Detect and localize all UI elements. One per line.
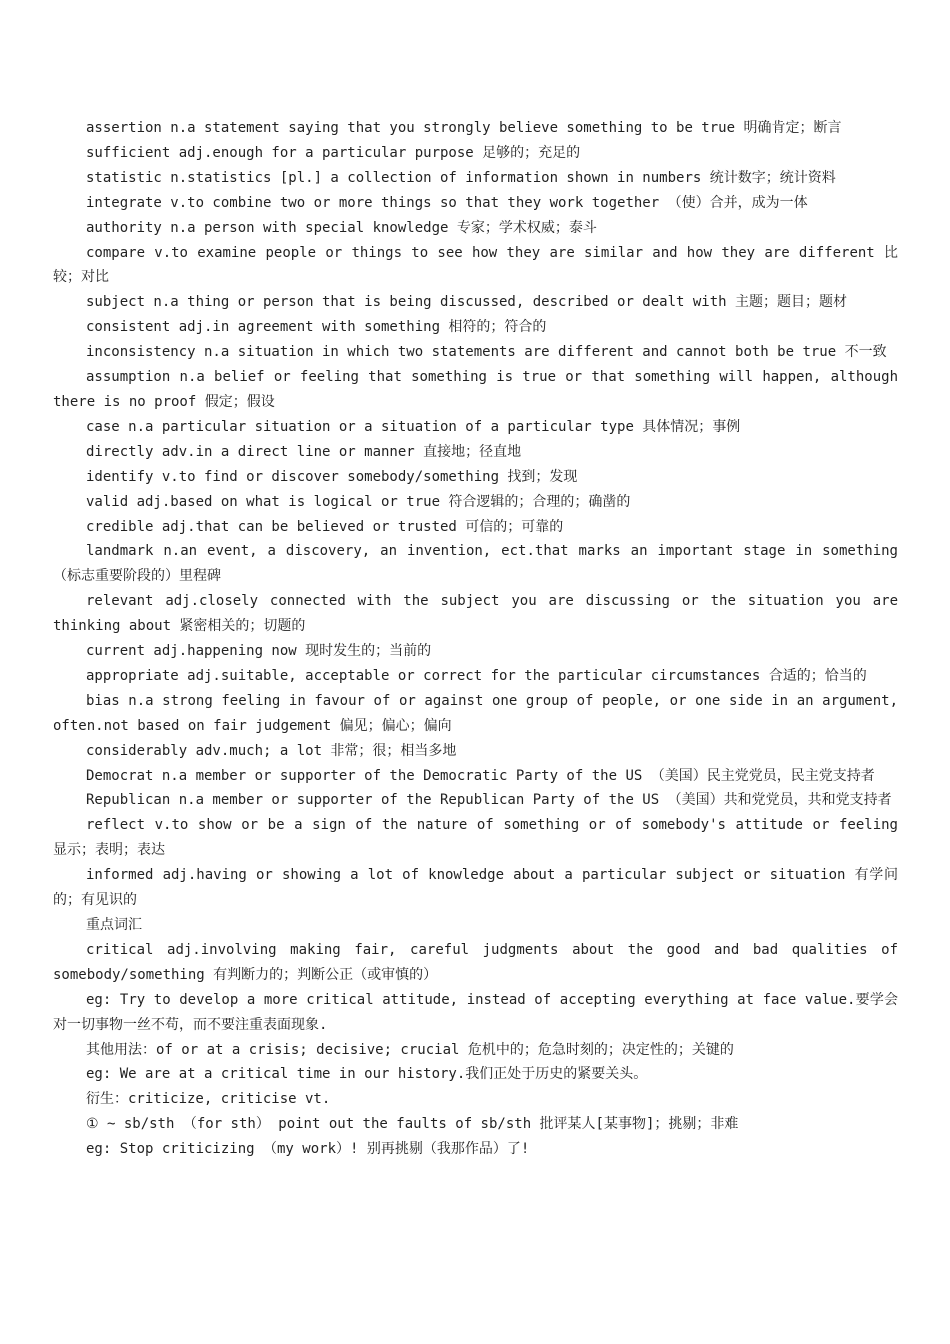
entry-compare: compare v.to examine people or things to see how they are similar and how they are different 比较；对比 [53,244,898,286]
entry-reflect: reflect v.to show or be a sign of the nature of something or of somebody's attitude or feeling 显示；表明；表达 [53,817,898,859]
entry-relevant: relevant adj.closely connected with the subject you are discussing or the situation you are thinking about 紧密相关的；切题的 [53,593,898,635]
other-usage-critical: 其他用法：of or at a crisis; decisive; crucial 危机中的；危急时刻的；决定性的；关键的 [86,1041,734,1058]
entry-current: current adj.happening now 现时发生的；当前的 [86,643,432,660]
entry-consistent: consistent adj.in agreement with something 相符的；符合的 [86,319,547,336]
entry-assumption: assumption n.a belief or feeling that something is true or that something will happen, although there is no proof 假定；假设 [53,369,898,410]
document-body [53,116,898,1162]
entry-bias: bias n.a strong feeling in favour of or against one group of people, or one side in an argument, often.not based on fair judgement 偏见；偏心；偏向 [53,692,898,734]
entry-identify: identify v.to find or discover somebody/something 找到；发现 [86,468,578,485]
entry-credible: credible adj.that can be believed or trusted 可信的；可靠的 [86,518,564,535]
entry-considerably: considerably adv.much; a lot 非常；很；相当多地 [86,742,457,759]
entry-integrate: integrate v.to combine two or more things so that they work together （使）合并，成为一体 [86,194,808,211]
entry-authority: authority n.a person with special knowledge 专家；学术权威；泰斗 [86,219,597,236]
example-critical-attitude: eg: Try to develop a more critical attitude, instead of accepting everything at face value.要学会对一切事物一丝不苟，而不要注重表面现象. [53,991,898,1033]
entry-directly: directly adv.in a direct line or manner 直接地；径直地 [86,443,522,460]
entry-statistic: statistic n.statistics [pl.] a collection of information shown in numbers 统计数字；统计资料 [86,169,836,186]
entry-informed: informed adj.having or showing a lot of knowledge about a particular subject or situation 有学问的；有见识的 [53,867,898,909]
entry-assertion: assertion n.a statement saying that you strongly believe something to be true 明确肯定；断言 [86,120,842,136]
entry-appropriate: appropriate adj.suitable, acceptable or correct for the particular circumstances 合适的；恰当的 [86,667,867,684]
entry-case: case n.a particular situation or a situation of a particular type 具体情况；事例 [86,418,741,435]
example-critical-time: eg: We are at a critical time in our history.我们正处于历史的紧要关头。 [86,1066,648,1083]
usage-criticize: ① ~ sb/sth （for sth） point out the faults of sb/sth 批评某人[某事物]；挑剔；非难 [86,1116,739,1133]
entry-landmark: landmark n.an event, a discovery, an invention, ect.that marks an important stage in something （标志重要阶段的）里程碑 [53,543,898,585]
entry-subject: subject n.a thing or person that is being discussed, described or dealt with 主题；题目；题材 [86,294,848,311]
entry-critical: critical adj.involving making fair, careful judgments about the good and bad qualities of somebody/something 有判断力的；判断公正（或审慎的） [53,941,898,983]
entry-democrat: Democrat n.a member or supporter of the Democratic Party of the US （美国）民主党党员，民主党支持者 [86,767,875,784]
section-heading-key-vocabulary: 重点词汇 [86,917,142,933]
entry-sufficient: sufficient adj.enough for a particular purpose 足够的；充足的 [86,144,581,161]
entry-republican: Republican n.a member or supporter of the Republican Party of the US （美国）共和党党员，共和党支持者 [86,792,892,809]
entry-inconsistency: inconsistency n.a situation in which two statements are different and cannot both be true 不一致 [86,344,887,361]
derivation-criticize: 衍生：criticize, criticise vt. [86,1091,331,1108]
entry-valid: valid adj.based on what is logical or true 符合逻辑的；合理的；确凿的 [86,493,631,510]
example-criticize: eg: Stop criticizing （my work）! 别再挑剔（我那作品）了! [86,1141,530,1158]
